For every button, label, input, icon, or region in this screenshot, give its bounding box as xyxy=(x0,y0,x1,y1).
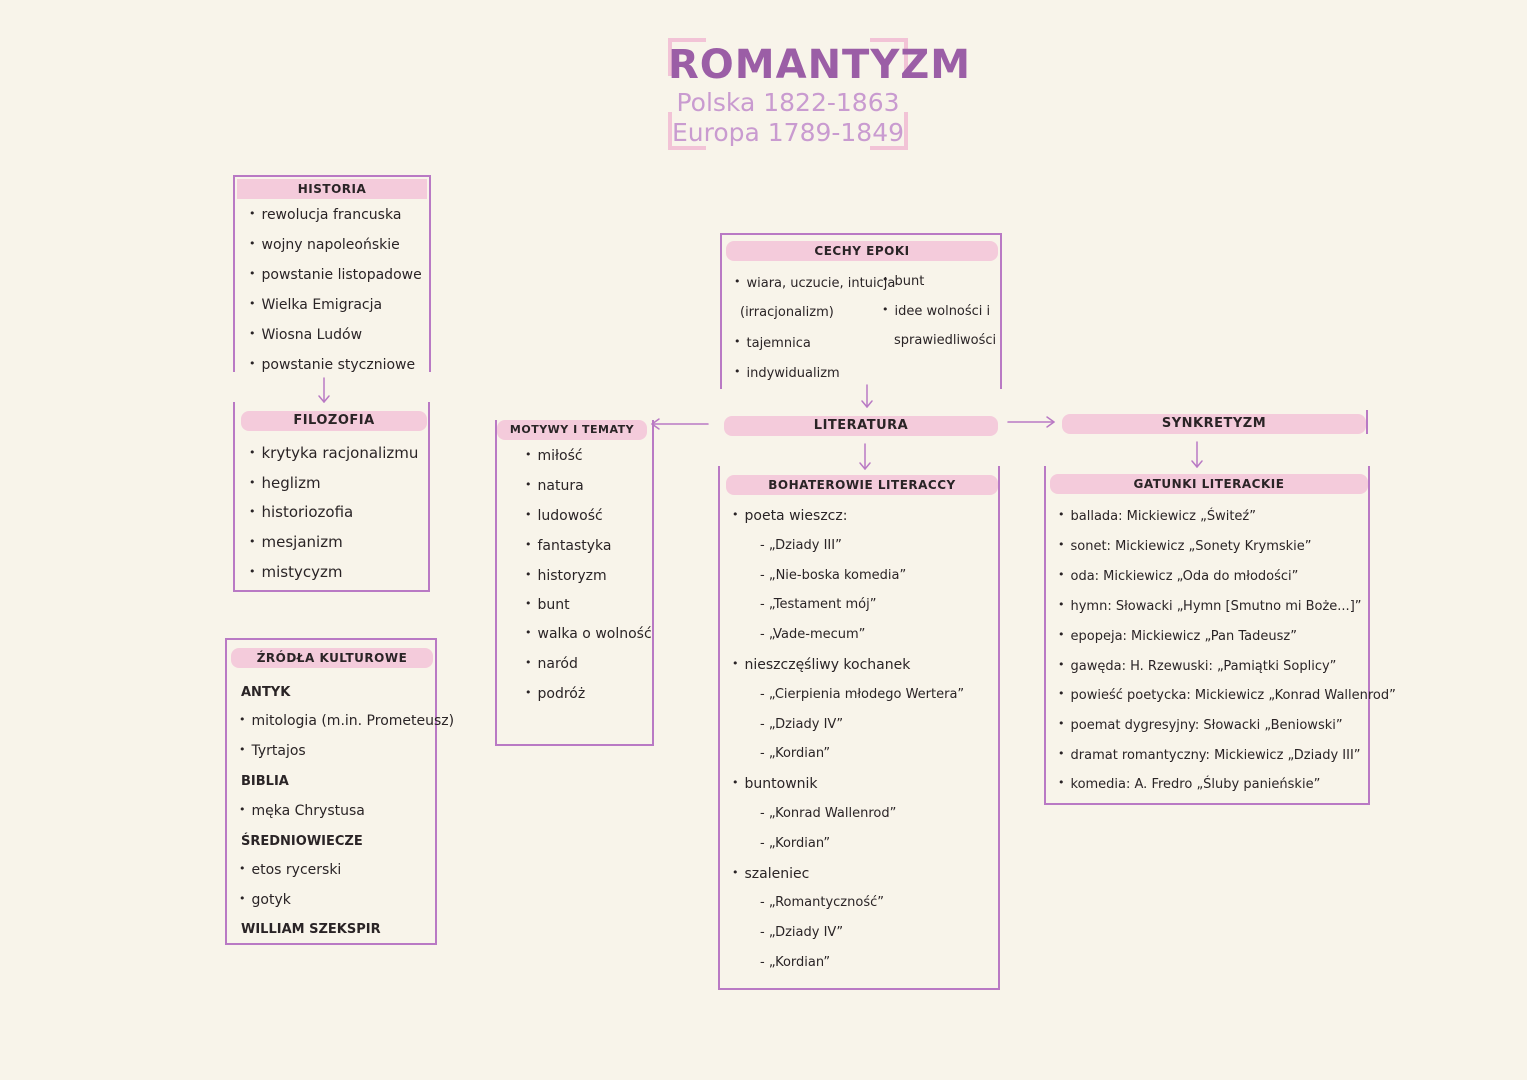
gatunki-item: • sonet: Mickiewicz „Sonety Krymskie” xyxy=(1058,538,1312,554)
motywy-header: MOTYWY I TEMATY xyxy=(497,420,647,440)
zrodla-line: BIBLIA xyxy=(241,774,289,789)
historia-item: • Wiosna Ludów xyxy=(249,327,362,343)
arrow-literatura-bohaterowie xyxy=(860,444,870,469)
hero-work: - „Nie-boska komedia” xyxy=(760,568,906,583)
hero-work: - „Vade-mecum” xyxy=(760,627,865,642)
zrodla-line: ŚREDNIOWIECZE xyxy=(241,834,363,849)
cechy-left-item: • indywidualizm xyxy=(734,365,840,381)
hero-work: - „Testament mój” xyxy=(760,597,876,612)
historia-header: HISTORIA xyxy=(237,179,427,199)
cechy-left-item: • tajemnica xyxy=(734,335,811,351)
motywy-item: • historyzm xyxy=(525,568,607,584)
hero-work: - „Dziady IV” xyxy=(760,717,843,732)
filozofia-header: FILOZOFIA xyxy=(241,411,427,431)
cechy-left-item: (irracjonalizm) xyxy=(740,305,834,320)
hero-work: - „Kordian” xyxy=(760,955,830,970)
page-title: ROMANTYZM xyxy=(668,42,972,88)
gatunki-header: GATUNKI LITERACKIE xyxy=(1050,474,1368,494)
motywy-item: • bunt xyxy=(525,597,570,613)
subtitle-poland: Polska 1822-1863 xyxy=(676,88,900,117)
literatura-header: LITERATURA xyxy=(724,416,998,436)
hero-work: - „Dziady IV” xyxy=(760,925,843,940)
arrow-historia-filozofia xyxy=(319,378,329,402)
zrodla-line: WILLIAM SZEKSPIR xyxy=(241,922,381,937)
filozofia-item: • historiozofia xyxy=(249,503,353,521)
hero-work: - „Cierpienia młodego Wertera” xyxy=(760,687,964,702)
hero-work: - „Kordian” xyxy=(760,836,830,851)
zrodla-line: • męka Chrystusa xyxy=(239,803,365,819)
hero-type: • buntownik xyxy=(732,776,818,792)
cechy-left-item: • wiara, uczucie, intuicja xyxy=(734,275,895,291)
motywy-item: • fantastyka xyxy=(525,538,611,554)
gatunki-item: • powieść poetycka: Mickiewicz „Konrad Wallenrod” xyxy=(1058,687,1396,703)
historia-item: • Wielka Emigracja xyxy=(249,297,382,313)
cechy-right-item: • idee wolności i xyxy=(882,303,990,319)
hero-work: - „Dziady III” xyxy=(760,538,842,553)
zrodla-line: • gotyk xyxy=(239,892,291,908)
motywy-item: • natura xyxy=(525,478,584,494)
hero-work: - „Konrad Wallenrod” xyxy=(760,806,896,821)
gatunki-item: • ballada: Mickiewicz „Świteź” xyxy=(1058,508,1256,524)
cechy-header: CECHY EPOKI xyxy=(726,241,998,261)
hero-type: • poeta wieszcz: xyxy=(732,508,847,524)
gatunki-item: • oda: Mickiewicz „Oda do młodości” xyxy=(1058,568,1298,584)
gatunki-item: • hymn: Słowacki „Hymn [Smutno mi Boże...]” xyxy=(1058,598,1362,614)
zrodla-line: • mitologia (m.in. Prometeusz) xyxy=(239,713,454,729)
historia-item: • rewolucja francuska xyxy=(249,207,401,223)
hero-type: • nieszczęśliwy kochanek xyxy=(732,657,910,673)
zrodla-line: ANTYK xyxy=(241,685,291,700)
gatunki-item: • epopeja: Mickiewicz „Pan Tadeusz” xyxy=(1058,628,1297,644)
synkretyzm-header: SYNKRETYZM xyxy=(1062,414,1366,434)
gatunki-item: • poemat dygresyjny: Słowacki „Beniowski” xyxy=(1058,717,1343,733)
gatunki-item: • komedia: A. Fredro „Śluby panieńskie” xyxy=(1058,776,1320,792)
zrodla-line: • Tyrtajos xyxy=(239,743,306,759)
gatunki-item: • gawęda: H. Rzewuski: „Pamiątki Soplicy” xyxy=(1058,658,1336,674)
zrodla-line: • etos rycerski xyxy=(239,862,341,878)
hero-work: - „Romantyczność” xyxy=(760,895,884,910)
motywy-item: • walka o wolność xyxy=(525,626,652,642)
motywy-item: • ludowość xyxy=(525,508,603,524)
cechy-right-item: sprawiedliwości xyxy=(894,333,997,348)
zrodla-header: ŹRÓDŁA KULTUROWE xyxy=(231,648,433,668)
filozofia-item: • krytyka racjonalizmu xyxy=(249,444,418,462)
arrow-literatura-synkretyzm xyxy=(1008,417,1054,427)
bohaterowie-header: BOHATEROWIE LITERACCY xyxy=(726,475,998,495)
arrow-literatura-motywy xyxy=(652,419,708,429)
arrow-synkretyzm-gatunki xyxy=(1192,442,1202,467)
motywy-item: • podróż xyxy=(525,686,585,702)
arrow-cechy-literatura xyxy=(862,385,872,407)
cechy-right-item: • bunt xyxy=(882,273,924,289)
filozofia-item: • heglizm xyxy=(249,474,321,492)
filozofia-item: • mesjanizm xyxy=(249,533,343,551)
subtitle-europe: Europa 1789-1849 xyxy=(671,118,905,147)
motywy-item: • miłość xyxy=(525,448,583,464)
historia-item: • wojny napoleońskie xyxy=(249,237,400,253)
motywy-item: • naród xyxy=(525,656,578,672)
filozofia-item: • mistycyzm xyxy=(249,563,342,581)
hero-work: - „Kordian” xyxy=(760,746,830,761)
historia-item: • powstanie styczniowe xyxy=(249,357,415,373)
historia-item: • powstanie listopadowe xyxy=(249,267,422,283)
gatunki-item: • dramat romantyczny: Mickiewicz „Dziady III” xyxy=(1058,747,1361,763)
hero-type: • szaleniec xyxy=(732,866,809,882)
